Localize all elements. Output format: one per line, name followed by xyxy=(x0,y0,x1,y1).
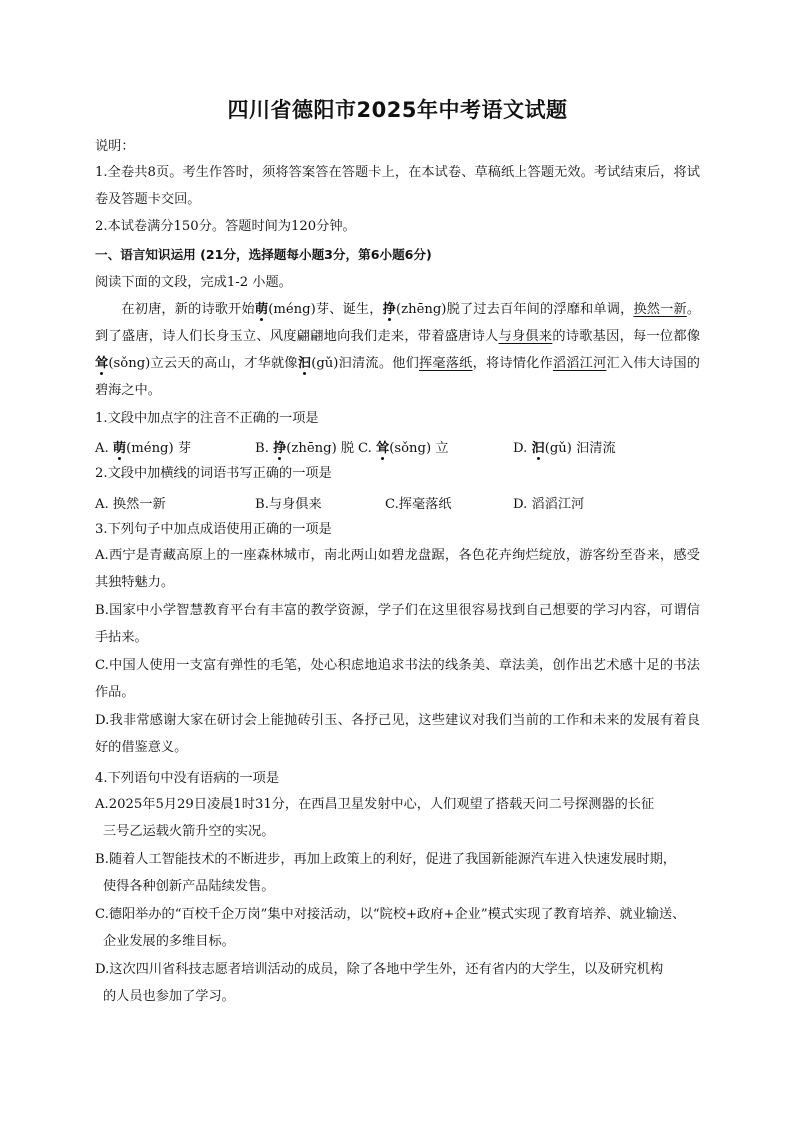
q4-option-c: C.德阳举办的“百校千企万岗”集中对接活动，以“院校+政府+企业”模式实现了教育培养、就业输送、 xyxy=(95,907,686,922)
notes-label: 说明： xyxy=(95,139,135,154)
reading-passage xyxy=(95,296,700,404)
question-2-stem: 2.文段中加横线的词语书写正确的一项是 xyxy=(95,466,332,481)
exam-title: 四川省德阳市2025年中考语文试题 xyxy=(227,98,568,122)
question-2-options xyxy=(95,493,700,513)
q4-option-b: B.随着人工智能技术的不断进步，再加上政策上的利好，促进了我国新能源汽车进入快速发展时期， xyxy=(95,852,676,867)
passage-text: (méng)芽、诞生， xyxy=(268,302,383,317)
q4-option-a: A.2025年5月29日凌晨1时31分，在西昌卫星发射中心，人们观望了搭载天问二号探测器的长征 xyxy=(95,797,655,812)
underlined-word: 与身俱来 xyxy=(498,329,553,344)
question-1-options xyxy=(95,437,700,457)
passage-text: 。到了盛唐，诗人们长身玉立、风度翩翩地向我们走来，带着盛唐诗人 xyxy=(95,302,701,344)
question-3-stem: 3.下列句子中加点成语使用正确的一项是 xyxy=(95,522,332,537)
q2-option-b: B.与身俱来 xyxy=(255,497,322,512)
q1-option-b: B. 挣(zhēng) 脱 xyxy=(255,441,355,456)
dotted-char: 挣 xyxy=(382,302,396,317)
q3-option-d: D.我非常感谢大家在研讨会上能抛砖引玉、各抒己见，这些建议对我们当前的工作和未来的发展有着良好的借鉴意义。 xyxy=(95,713,700,755)
question-1-stem: 1.文段中加点字的注音不正确的一项是 xyxy=(95,411,319,426)
underlined-word: 挥毫落纸 xyxy=(419,356,473,371)
passage-text: (sǒng)立云天的高山，才华就像 xyxy=(108,356,298,371)
notes-item-2: 2.本试卷满分150分。答题时间为120分钟。 xyxy=(95,219,356,234)
section-heading: 一、语言知识运用 (21分，选择题每小题3分，第6小题6分) xyxy=(95,247,432,262)
notes-item-1 xyxy=(95,159,700,213)
passage-text: 汇入伟大诗国的碧海之中。 xyxy=(95,356,700,398)
question-4-stem: 4.下列语句中没有语病的一项是 xyxy=(95,771,280,786)
q4-option-d-cont: 的人员也参加了学习。 xyxy=(103,989,235,1004)
underlined-word: 滔滔江河 xyxy=(552,356,607,371)
passage-text: 的诗歌基因，每一位都像 xyxy=(552,329,701,344)
dotted-char: 萌 xyxy=(254,302,269,317)
q4-option-a-cont: 三号乙运载火箭升空的实况。 xyxy=(103,824,275,839)
dotted-char: 耸 xyxy=(95,356,109,371)
section-intro: 阅读下面的文段，完成1-2 小题。 xyxy=(95,275,292,290)
q2-option-a: A. 换然一新 xyxy=(95,497,166,512)
dotted-char: 汩 xyxy=(297,356,312,371)
q4-option-d: D.这次四川省科技志愿者培训活动的成员，除了各地中学生外，还有省内的大学生，以及研究机构 xyxy=(95,962,664,977)
q1-option-a: A. 萌(méng) 芽 xyxy=(95,441,192,456)
q4-option-c-cont: 企业发展的多维目标。 xyxy=(103,934,235,949)
q1-option-d: D. 汩(gǔ) 汩清流 xyxy=(513,441,616,456)
passage-text: 在初唐，新的诗歌开始 xyxy=(121,302,255,317)
passage-text: (zhēng)脱了过去百年间的浮靡和单调， xyxy=(395,302,634,317)
q3-option-c: C.中国人使用一支富有弹性的毛笔，处心积虑地追求书法的线条美、章法美，创作出艺术感十足的书法作品。 xyxy=(95,658,700,700)
q1-option-c: C. 耸(sǒng) 立 xyxy=(358,441,449,456)
q2-option-d: D. 滔滔江河 xyxy=(513,497,585,512)
q3-option-b: B.国家中小学智慧教育平台有丰富的教学资源，学子们在这里很容易找到自己想要的学习内容，可谓信手拈来。 xyxy=(95,603,700,645)
passage-text: ，将诗情化作 xyxy=(472,356,553,371)
underlined-word: 换然一新 xyxy=(633,302,687,317)
passage-text: (gǔ)汩清流。他们 xyxy=(311,356,419,371)
q4-option-b-cont: 使得各种创新产品陆续发售。 xyxy=(103,879,275,894)
q2-option-c: C.挥毫落纸 xyxy=(385,497,452,512)
notes-item-1-text: 1.全卷共8页。考生作答时，须将答案答在答题卡上，在本试卷、草稿纸上答题无效。考试结束后，将试卷及答题卡交回。 xyxy=(95,165,700,207)
q3-option-a: A.西宁是青藏高原上的一座森林城市，南北两山如碧龙盘踞，各色花卉绚烂绽放，游客纷至沓来，感受其独特魅力。 xyxy=(95,548,700,590)
